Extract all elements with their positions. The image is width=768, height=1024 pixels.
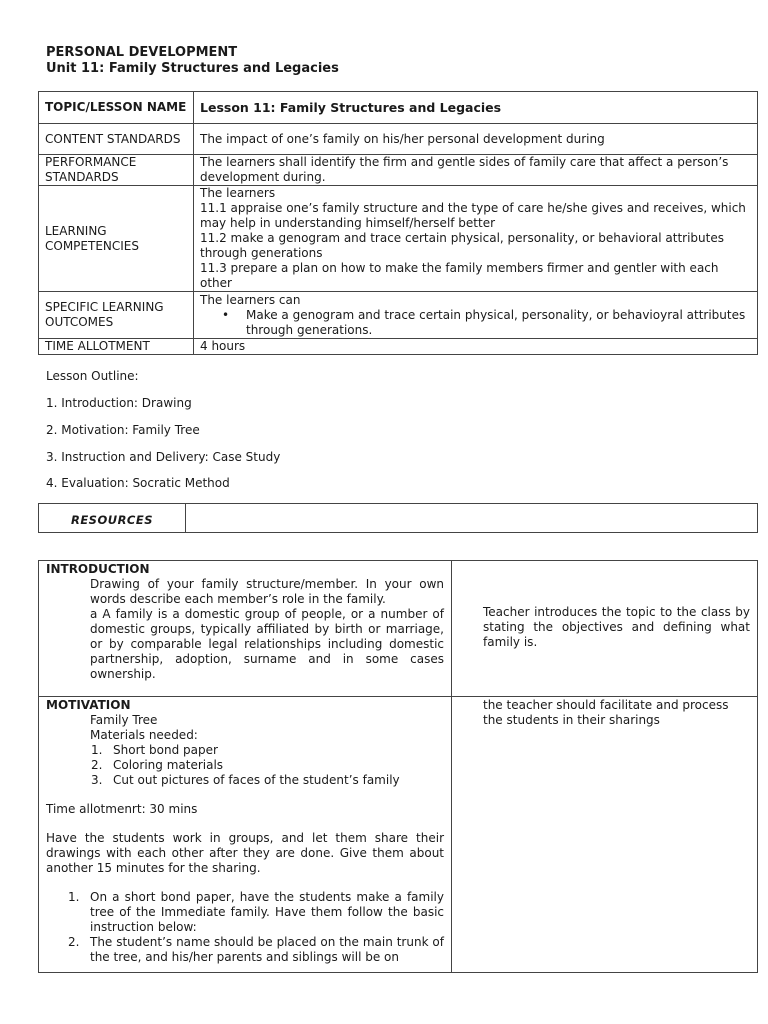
resources-table [38, 503, 758, 533]
motivation-item [46, 713, 444, 728]
motivation-heading: MOTIVATION [46, 698, 131, 712]
outline-title: Lesson Outline: [46, 369, 139, 383]
motivation-teacher-cell [452, 697, 758, 973]
topic-label: TOPIC/LESSON NAME [39, 92, 194, 124]
introduction-teacher-text: Teacher introduces the topic to the class by stating the objectives and defining what family is. [483, 604, 750, 649]
motivation-item [46, 728, 444, 743]
introduction-row [39, 561, 758, 697]
introduction-item [46, 607, 444, 682]
step-text: On a short bond paper, have the students make a family tree of the Immediate family. Have them follow the basic instruction below: [90, 890, 444, 934]
content-row [39, 124, 758, 155]
performance-row [39, 155, 758, 186]
step-item: 1. On a short bond paper, have the students make a family tree of the Immediate family. Have them follow the basic instruction below: [68, 890, 444, 934]
lesson-info-table [38, 91, 758, 355]
competency-item: 11.2 make a genogram and trace certain physical, personality, or behavioral attributes through generations [200, 231, 724, 260]
subject-title: PERSONAL DEVELOPMENT [46, 45, 238, 60]
material-text: Coloring materials [113, 758, 224, 772]
time-label: TIME ALLOTMENT [39, 339, 194, 355]
motivation-item-text: Materials needed: [90, 728, 198, 742]
material-text: Short bond paper [113, 743, 218, 757]
outline-item: 1. Introduction: Drawing [46, 396, 192, 410]
lesson-body-table [38, 560, 758, 973]
outcome-item: • Make a genogram and trace certain physical, personality, or behavioyral attributes through generations. [246, 308, 751, 338]
competencies-row [39, 186, 758, 292]
motivation-cell [39, 697, 452, 973]
competency-item: 11.1 appraise one’s family structure and the type of care he/she gives and receives, which may help in understanding himself/herself better [200, 201, 746, 230]
step-text: The student’s name should be placed on the main trunk of the tree, and his/her parents and siblings will be on [90, 935, 444, 964]
material-item: 2. Coloring materials [91, 758, 224, 772]
motivation-teacher-note [459, 698, 750, 728]
outcomes-intro: The learners can [200, 292, 301, 307]
competencies-value [194, 186, 758, 292]
introduction-teacher-note [459, 605, 750, 650]
outcomes-row [39, 292, 758, 339]
competency-item: 11.3 prepare a plan on how to make the family members firmer and gentler with each other [200, 261, 719, 290]
introduction-cell [39, 561, 452, 697]
topic-row [39, 92, 758, 124]
material-item: 1. Short bond paper [91, 743, 218, 757]
introduction-teacher-cell [452, 561, 758, 697]
outcomes-label: SPECIFIC LEARNING OUTCOMES [39, 292, 194, 339]
introduction-item-text: a A family is a domestic group of people, or a number of domestic groups, typically affiliated by birth or marriage, or by comparable legal relationships including domestic partnership, adoption, surname and in some cases ownership. [90, 607, 444, 681]
introduction-item [46, 577, 444, 607]
unit-title: Unit 11: Family Structures and Legacies [46, 61, 339, 76]
resources-label: RESOURCES [39, 504, 186, 533]
motivation-paragraph: Have the students work in groups, and let them share their drawings with each other after they are done. Give them about another 15 minutes for the sharing. [46, 831, 444, 875]
material-text: Cut out pictures of faces of the student’s family [113, 773, 400, 787]
outline-item: 3. Instruction and Delivery: Case Study [46, 450, 281, 464]
outline-item: 2. Motivation: Family Tree [46, 423, 200, 437]
outline-item: 4. Evaluation: Socratic Method [46, 476, 230, 490]
competencies-label: LEARNING COMPETENCIES [39, 186, 194, 292]
content-value: The impact of one’s family on his/her personal development during [194, 124, 758, 155]
step-item: 2. The student’s name should be placed on the main trunk of the tree, and his/her parents and siblings will be on [68, 935, 444, 964]
content-label: CONTENT STANDARDS [39, 124, 194, 155]
motivation-item-text: Family Tree [90, 713, 158, 727]
time-value: 4 hours [194, 339, 758, 355]
outcomes-value [194, 292, 758, 339]
topic-value: Lesson 11: Family Structures and Legacies [194, 92, 758, 124]
introduction-item-text: Drawing of your family structure/member. In your own words describe each member’s role in the family. [90, 577, 444, 606]
time-allotment-text: Time allotmenrt: 30 mins [46, 802, 198, 816]
time-row [39, 339, 758, 355]
material-item: 3. Cut out pictures of faces of the student’s family [91, 773, 400, 787]
resources-value [186, 504, 758, 533]
outcomes-list [200, 308, 751, 338]
performance-label: PERFORMANCE STANDARDS [39, 155, 194, 186]
performance-value: The learners shall identify the firm and gentle sides of family care that affect a person’s development during. [194, 155, 758, 186]
motivation-teacher-text: the teacher should facilitate and process the students in their sharings [483, 698, 729, 727]
competencies-intro: The learners [200, 186, 276, 200]
motivation-row [39, 697, 758, 973]
introduction-heading: INTRODUCTION [46, 562, 150, 576]
